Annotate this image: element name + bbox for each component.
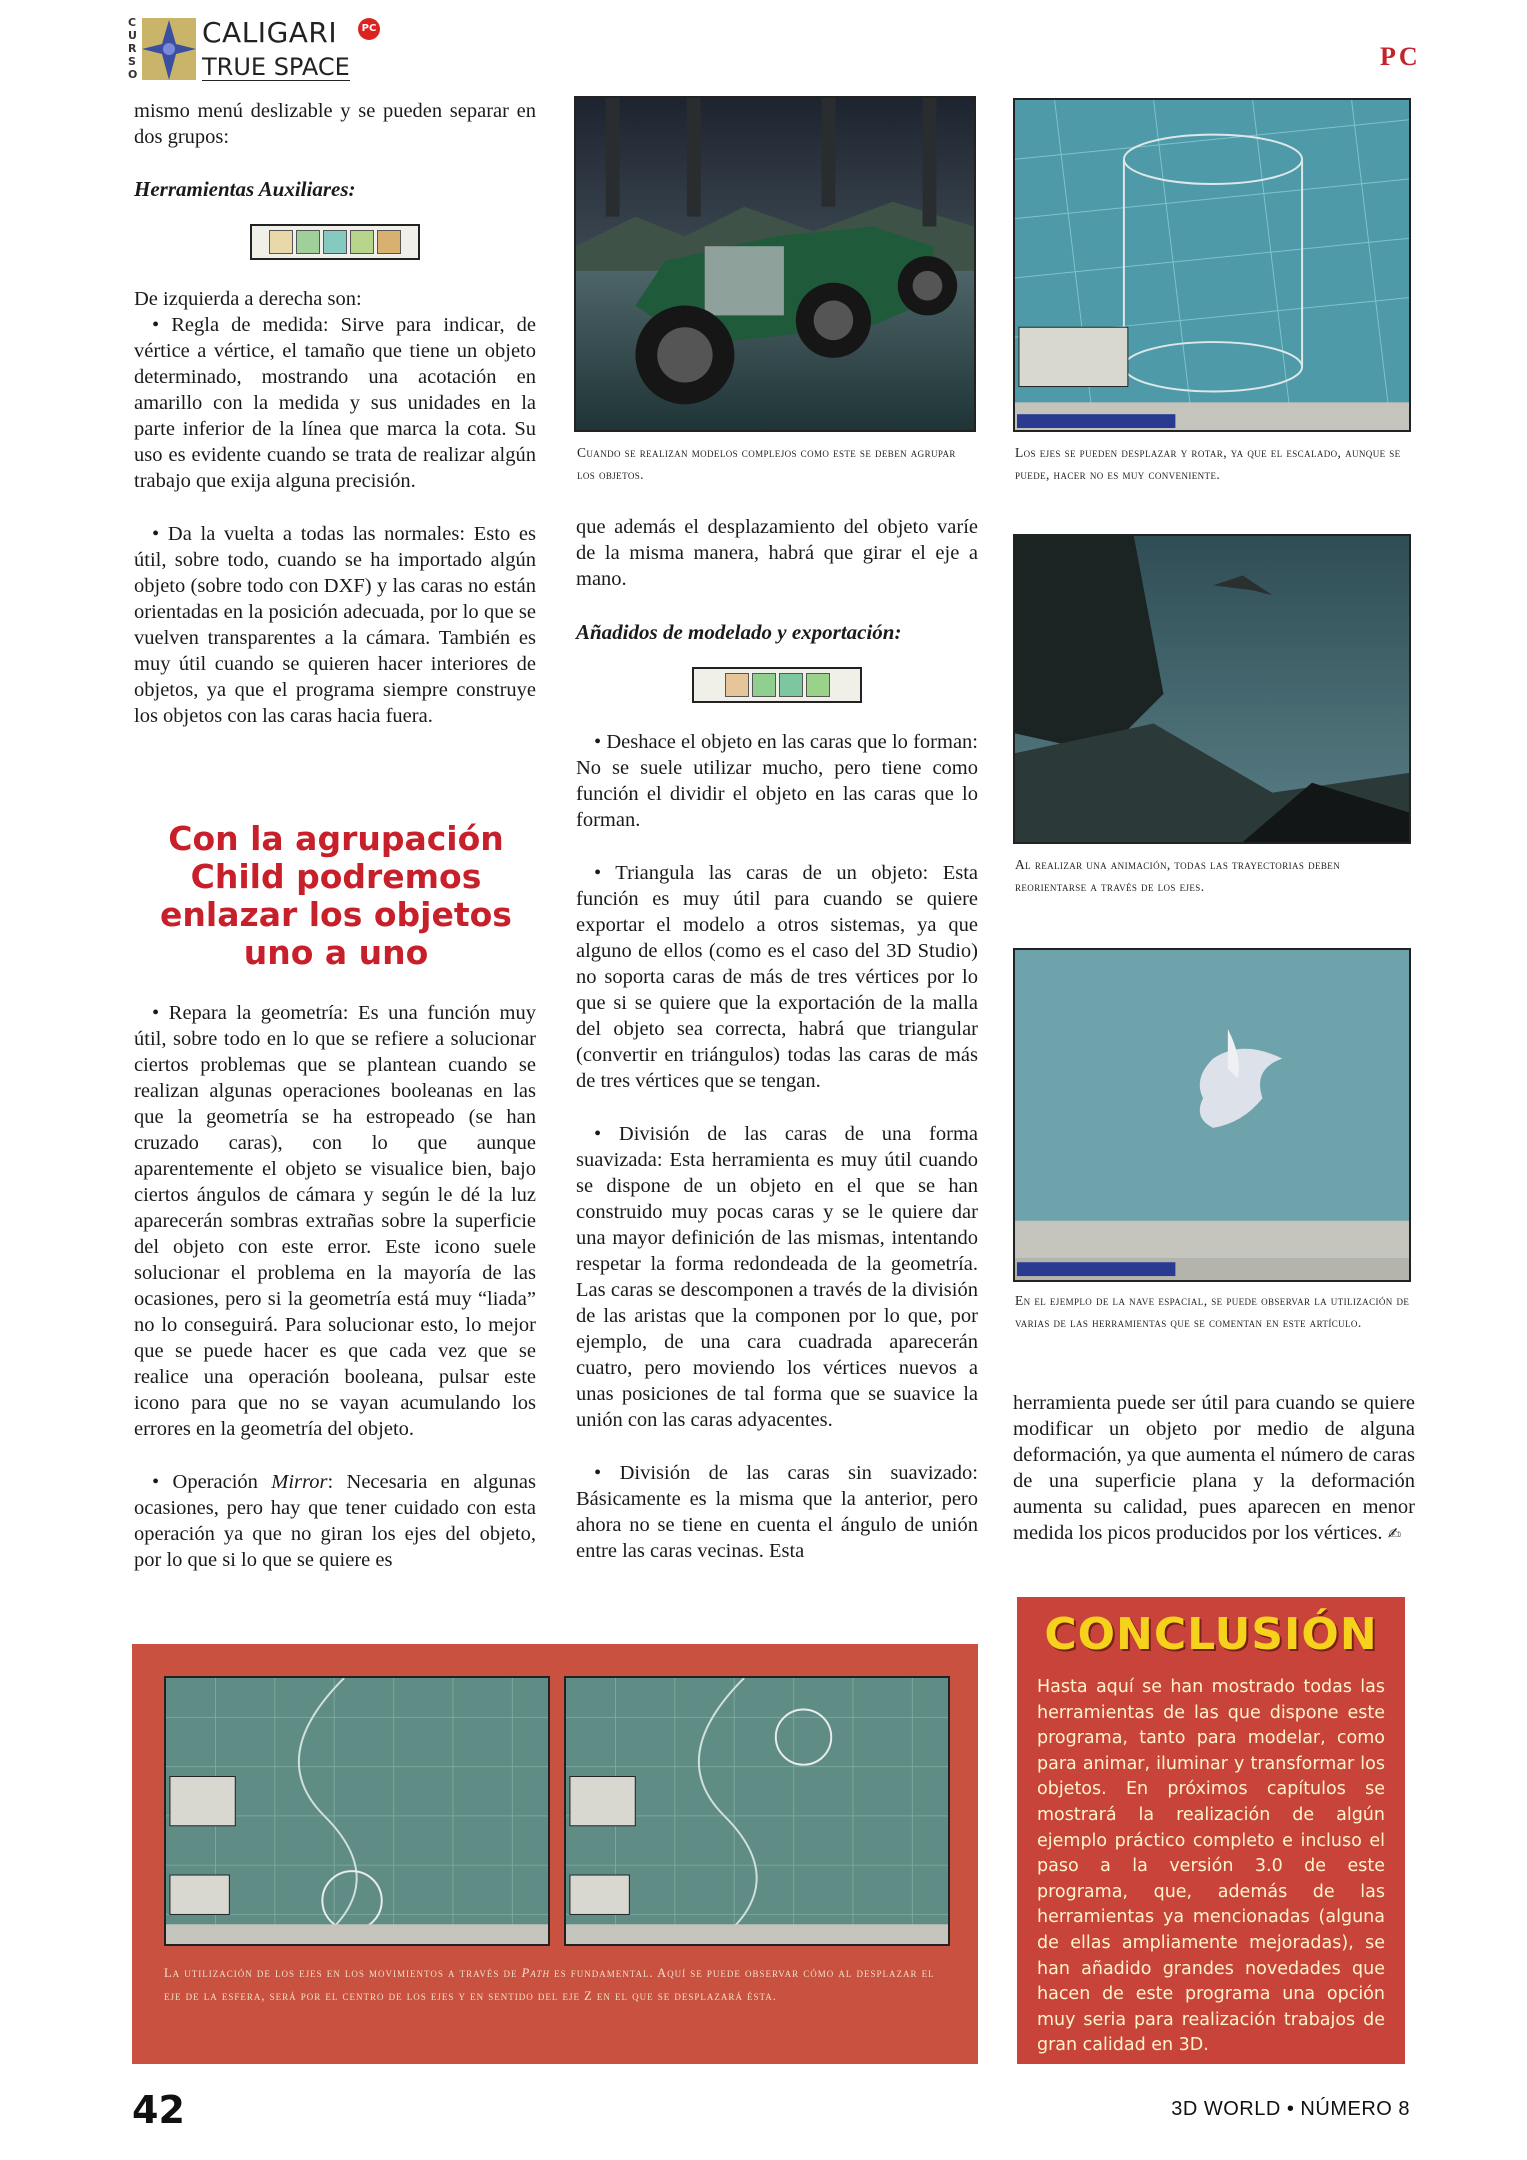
caption-axes: Los ejes se pueden desplazar y rotar, ya que el escalado, aunque se puede, hacer no es muy conveniente. <box>1015 445 1401 482</box>
conclusion-text: Hasta aquí se han mostrado todas las herramientas de las que dispone este programa, tanto para modelar, como para animar, iluminar y transformar los objetos. En próximos capítulos se mostrará la realización de algún ejemplo práctico completo e incluso el paso a la versión 3.0 de este programa, que, además de las herramientas ya mencionadas (alguna de ellas ampliamente mejoradas), se han añadido grandes novedades que hacen de este programa una opción muy seria para realización trabajos de gran calidad en 3D. <box>1037 1677 1385 2056</box>
ruler-icon <box>269 230 293 254</box>
extra-tool-icon <box>377 230 401 254</box>
subheading-auxiliary-tools: Herramientas Auxiliares: <box>134 177 356 201</box>
column-1-lower <box>134 1000 536 1600</box>
paragraph-ruler: • Regla de medida: Sirve para indicar, de vértice a vértice, el tamaño que tiene un objeto determinado, mostrando una acotación en amarillo con la medida y sus unidades en la parte inferior de la línea que marca la cota. Su uso es evidente cuando se trata de realizar algún trabajo que exija alguna precisión. <box>134 314 536 492</box>
caption-car: Cuando se realizan modelos complejos como este se deben agrupar los objetos. <box>577 445 956 482</box>
conclusion-title: CONCLUSIÓN <box>1044 1609 1378 1660</box>
magazine-issue: 3D WORLD • NÚMERO 8 <box>1171 2098 1410 2120</box>
paragraph-mirror: • Operación Mirror: Necesaria en algunas ocasiones, pero hay que tener cuidado con esta operación ya que no giran los ejes del objeto, por lo que si lo que se quiere es <box>134 1471 536 1571</box>
pull-quote: Con la agrupación Child podremos enlazar los objetos uno a uno <box>160 819 512 972</box>
logo-star-icon <box>138 14 200 84</box>
aux-tools-toolbar <box>134 224 536 260</box>
paragraph-continuation: que además el desplazamiento del objeto varíe de la misma manera, habrá que girar el eje a mano. <box>576 516 978 590</box>
end-mark-icon: ✍ <box>1387 1524 1402 1543</box>
caption-spaceship: En el ejemplo de la nave espacial, se puede observar la utilización de varias de las herramientas que se comentan en este artículo. <box>1015 1293 1410 1330</box>
paragraph-subdivide: • División de las caras sin suavizado: Básicamente es la misma que la anterior, pero ahora no se tiene en cuenta el ángulo de unión entre las caras vecinas. Esta <box>576 1462 978 1562</box>
mirror-icon <box>350 230 374 254</box>
logo-subtitle: TRUE SPACE <box>202 53 350 81</box>
animation-render <box>1013 534 1411 844</box>
path-screenshot-left <box>164 1676 550 1946</box>
paragraph-repair: • Repara la geometría: Es una función muy útil, sobre todo en lo que se refiere a solucionar ciertos problemas que se plantean cuando se realizan algunas operaciones booleanas en las que la geometría se ha estropeado (se han cruzado caras), con lo que aunque aparentemente el objeto se visualice bien, bajo ciertos ángulos de cámara y según le dé la luz aparecerán sombras extrañas sobre la superficie del objeto con este error. Este icono suele solucionar el problema en la mayoría de las ocasiones, pero si la geometría está muy “liada” no lo conseguirá. Para solucionar esto, lo mejor que se puede hacer es que cada vez que se realice una operación booleana, pulsar este icono para que no se vayan acumulando los errores en la geometría del objeto. <box>134 1002 536 1440</box>
subheading-modeling-export: Añadidos de modelado y exportación: <box>576 620 902 644</box>
page-number: 42 <box>132 2088 185 2132</box>
logo-title: CALIGARI <box>202 16 338 49</box>
paragraph-smooth-subdivide: • División de las caras de una forma suavizada: Esta herramienta es muy útil cuando se dispone de un objeto en el que se han construido muy pocas caras y se le quiere dar una mayor definición de las mismas, intentando respetar la forma redondeada de la geometría. Las caras se descomponen a través de la división de las aristas que la componen por lo que, por ejemplo, de una cara cuadrada aparecerán cuatro, pero moviendo los vértices nuevos a unas posiciones de tal forma que se suavice la unión con las caras adyacentes. <box>576 1123 978 1431</box>
caption-path: La utilización de los ejes en los movimientos a través de Path es fundamental. Aquí se puede observar cómo al desplazar el eje de la esfera, será por el centro de los ejes y en sentido del eje Z en el que se desplazará ésta. <box>164 1966 935 2003</box>
logo-badge: PC <box>358 18 380 40</box>
paragraph-intro: mismo menú deslizable y se pueden separar en dos grupos: <box>134 100 536 148</box>
conclusion-box <box>1017 1597 1405 2064</box>
column-1 <box>134 98 536 756</box>
triangulate-icon <box>752 673 776 697</box>
flip-normals-icon <box>296 230 320 254</box>
paragraph-end: herramienta puede ser útil para cuando se quiere modificar un objeto por medio de alguna deformación, ya que aumenta el número de caras de una superficie plana y la deformación aumenta su calidad, pues aparecen en menor medida los picos producidos por los vértices. ✍ <box>1013 1392 1415 1544</box>
column-2 <box>576 514 978 1591</box>
repair-geometry-icon <box>323 230 347 254</box>
paragraph-triangulate: • Triangula las caras de un objeto: Esta función es muy útil para cuando se quiere exportar el modelo a otros sistemas, ya que alguno de ellos (como es el caso del 3D Studio) no soporta caras de más de tres vértices por lo que si se quiere que la exportación de la malla del objeto sea correcta, habrá que triangular (convertir en triángulos) todas las caras de más de tres vértices que se tengan. <box>576 862 978 1092</box>
path-screenshot-right <box>564 1676 950 1946</box>
paragraph-normals: • Da la vuelta a todas las normales: Esto es útil, sobre todo, cuando se ha importado algún objeto (sobre todo con DXF) y las caras no están orientadas en la posición adecuada, por lo que se vuelven transparentes a la cámara. También es muy útil cuando se quieren hacer interiores de objetos, ya que el programa siempre construye los objetos con las caras hacia fuera. <box>134 523 536 727</box>
spaceship-screenshot <box>1013 948 1411 1282</box>
subdivide-icon <box>806 673 830 697</box>
paragraph-left-to-right: De izquierda a derecha son: <box>134 288 362 310</box>
paragraph-decompose: • Deshace el objeto en las caras que lo forman: No se suele utilizar mucho, pero tiene como función el dividir el objeto en las caras que lo forman. <box>576 731 978 831</box>
column-3 <box>1013 1390 1415 1574</box>
section-label: PC <box>1380 42 1421 71</box>
path-figure-box <box>132 1644 978 2064</box>
decompose-faces-icon <box>725 673 749 697</box>
axes-screenshot <box>1013 98 1411 432</box>
caption-animation: Al realizar una animación, todas las trayectorias deben reorientarse a través de los ejes. <box>1015 857 1341 894</box>
logo-side-label: CURSO <box>128 16 138 81</box>
magazine-logo <box>128 14 383 86</box>
smooth-subdivide-icon <box>779 673 803 697</box>
modeling-export-toolbar <box>576 667 978 703</box>
vintage-car-render <box>574 96 976 432</box>
